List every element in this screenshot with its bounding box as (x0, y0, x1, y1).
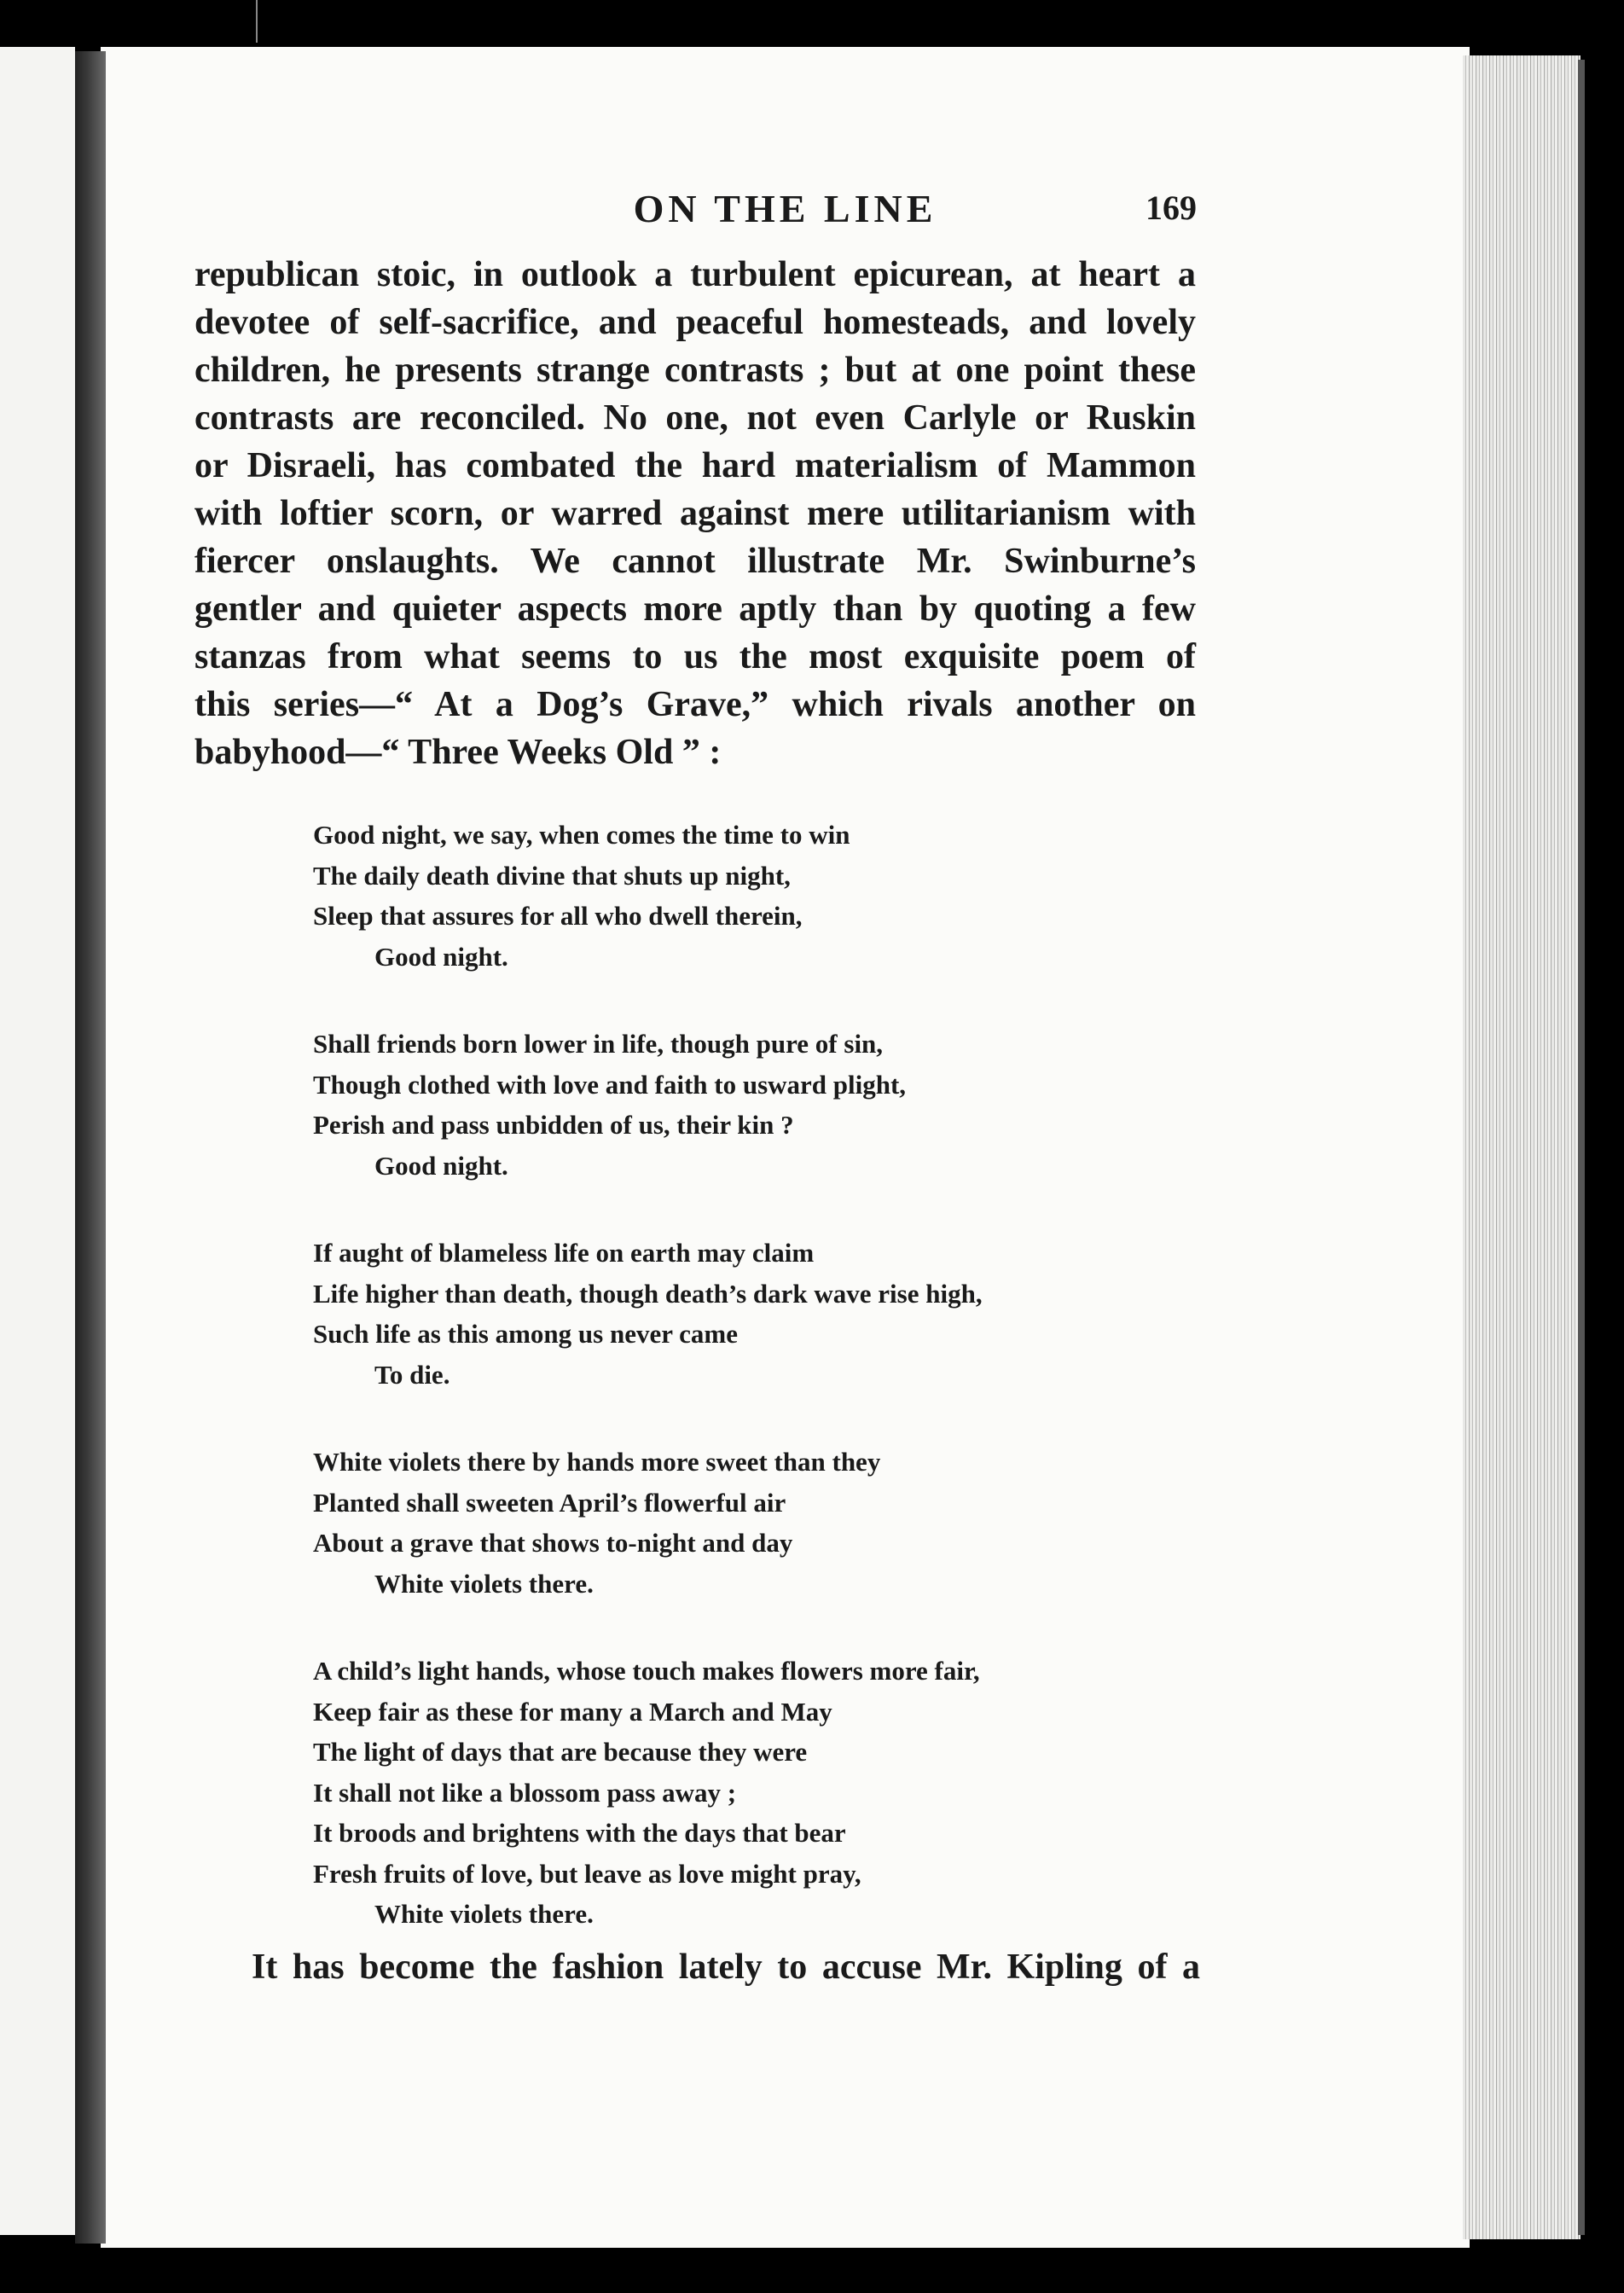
poem-line: The daily death divine that shuts up night, (313, 860, 791, 891)
running-head-title: ON THE LINE (633, 187, 937, 230)
paragraph-line: with loftier scorn, or warred against mere utilitarianism with (194, 494, 1196, 533)
poem-line: Good night, we say, when comes the time to win (313, 820, 850, 850)
poem-block (313, 815, 1081, 1982)
poem-line: About a grave that shows to-night and day (313, 1528, 793, 1558)
poem-stanza (313, 1233, 1081, 1395)
poem-stanza (313, 1651, 1081, 1935)
poem-line: Planted shall sweeten April’s flowerful air (313, 1487, 786, 1518)
paragraph-line: fiercer onslaughts. We cannot illustrate Mr. Swinburne’s (194, 542, 1196, 581)
poem-line: The light of days that are because they were (313, 1737, 808, 1767)
poem-line: Though clothed with love and faith to usward plight, (313, 1069, 907, 1100)
page-block-edges (1463, 55, 1580, 2239)
poem-line: A child’s light hands, whose touch makes flowers more fair, (313, 1656, 980, 1686)
poem-line: White violets there by hands more sweet than they (313, 1447, 881, 1477)
poem-stanza (313, 1024, 1081, 1186)
facing-page-edge (0, 47, 75, 2235)
poem-line: Life higher than death, though death’s dark wave rise high, (313, 1278, 983, 1309)
poem-line: Keep fair as these for many a March and May (313, 1696, 832, 1727)
poem-refrain: To die. (374, 1359, 450, 1390)
poem-refrain: Good night. (374, 941, 508, 972)
page-block-shadow (1578, 60, 1585, 2235)
running-head (101, 186, 1470, 237)
paragraph-line: republican stoic, in outlook a turbulent epicurean, at heart a (194, 255, 1196, 294)
scan-mark (256, 0, 258, 43)
poem-line: It broods and brightens with the days that bear (313, 1818, 846, 1848)
poem-line: If aught of blameless life on earth may claim (313, 1238, 815, 1268)
page-number: 169 (1146, 189, 1197, 227)
poem-stanza (313, 1442, 1081, 1604)
paragraph-line: babyhood—“ Three Weeks Old ” : (194, 733, 722, 772)
poem-line: Shall friends born lower in life, though pure of sin, (313, 1029, 884, 1059)
paragraph-line: contrasts are reconciled. No one, not even Carlyle or Ruskin (194, 398, 1196, 438)
paragraph-line: devotee of self-sacrifice, and peaceful homesteads, and lovely (194, 303, 1196, 342)
book-gutter (75, 51, 106, 2244)
poem-refrain: White violets there. (374, 1899, 594, 1929)
poem-refrain: White violets there. (374, 1568, 594, 1599)
poem-line: It shall not like a blossom pass away ; (313, 1777, 737, 1808)
paragraph-line: children, he presents strange contrasts ; but at one point these (194, 351, 1196, 390)
paragraph-line: gentler and quieter aspects more aptly than by quoting a few (194, 589, 1196, 629)
poem-line: Fresh fruits of love, but leave as love might pray, (313, 1858, 861, 1889)
closing-paragraph-line: It has become the fashion lately to accuse Mr. Kipling of a (252, 1948, 1200, 1987)
paragraph-line: or Disraeli, has combated the hard materialism of Mammon (194, 446, 1196, 485)
body-paragraph (194, 251, 1196, 776)
poem-line: Perish and pass unbidden of us, their kin ? (313, 1110, 794, 1140)
paragraph-line: stanzas from what seems to us the most exquisite poem of (194, 637, 1196, 676)
poem-line: Sleep that assures for all who dwell therein, (313, 901, 803, 931)
poem-line: Such life as this among us never came (313, 1319, 739, 1349)
paragraph-line: this series—“ At a Dog’s Grave,” which rivals another on (194, 685, 1196, 724)
poem-refrain: Good night. (374, 1150, 508, 1181)
poem-stanza (313, 815, 1081, 977)
